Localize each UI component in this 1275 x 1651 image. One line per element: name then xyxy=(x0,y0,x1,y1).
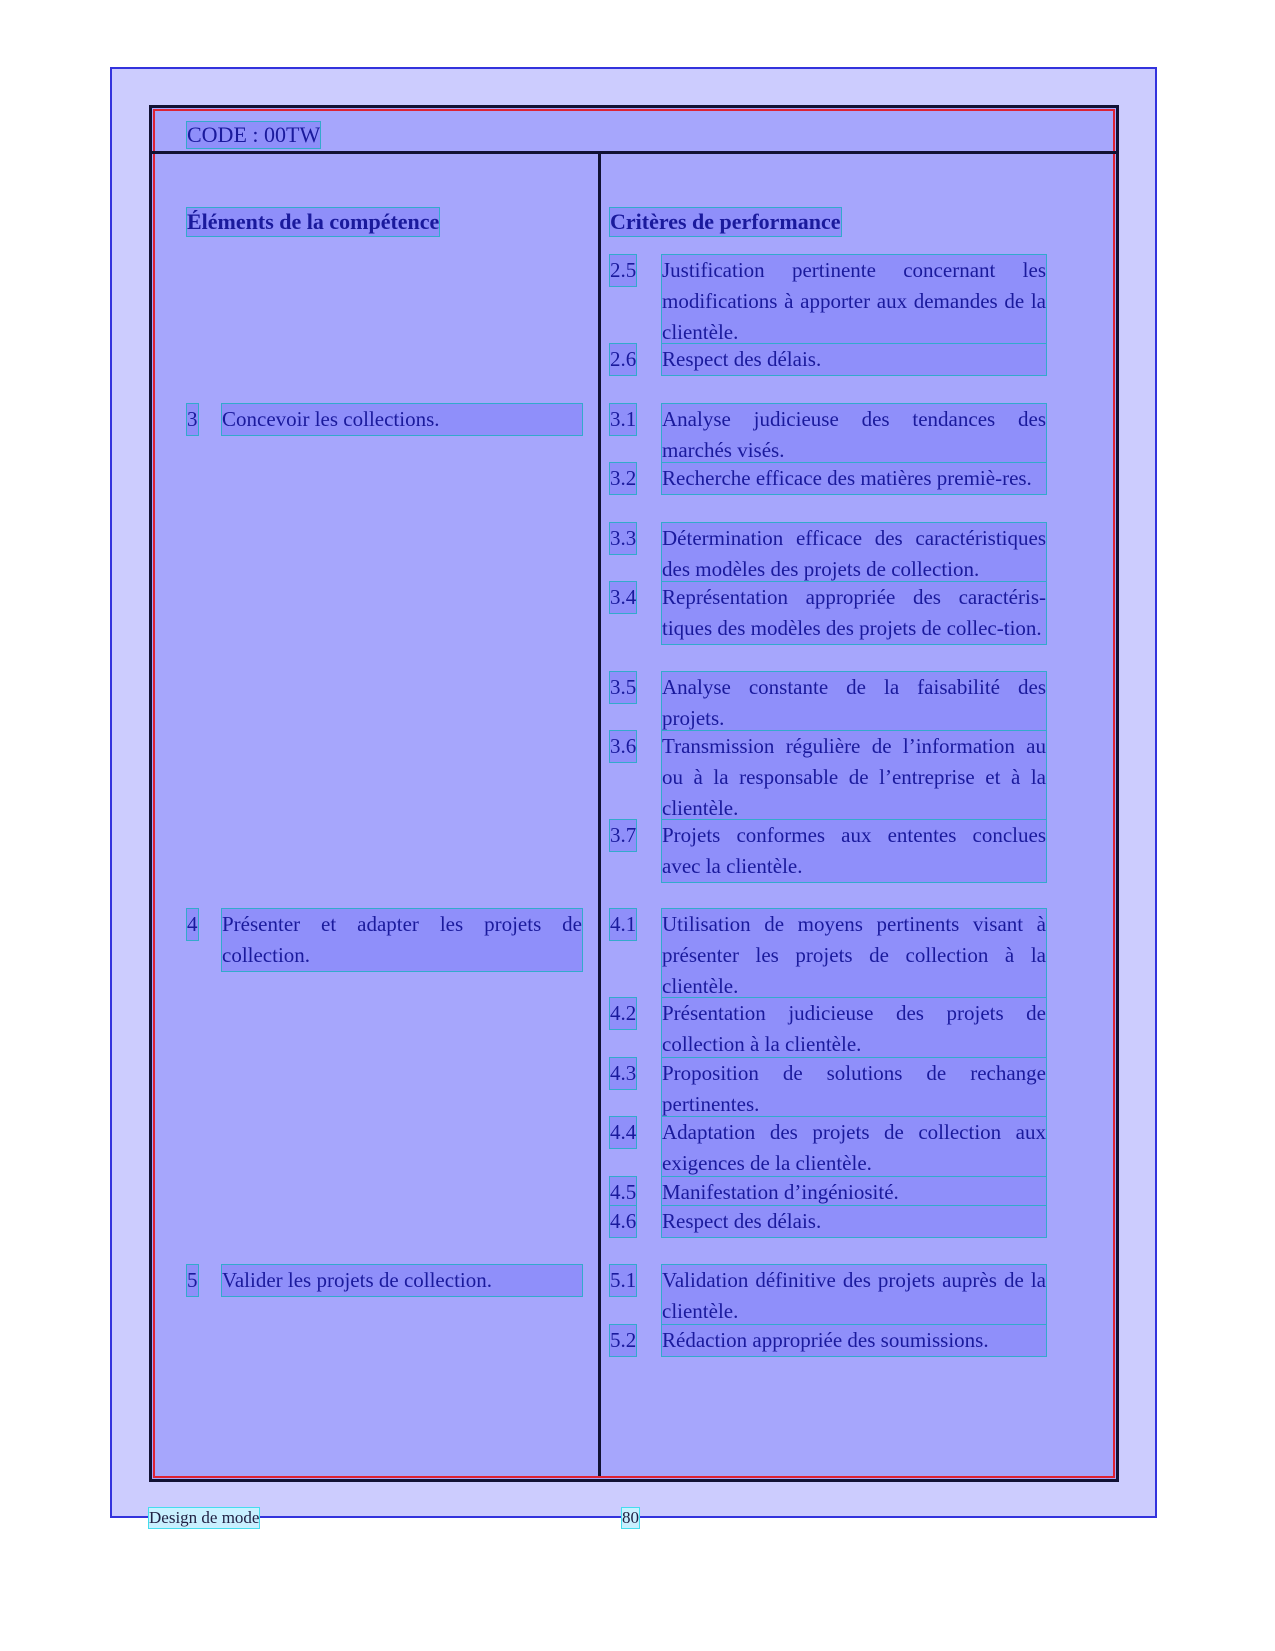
criterion-number: 5.2 xyxy=(610,1325,636,1356)
criterion-number: 3.1 xyxy=(610,404,636,435)
criterion-text: Détermination efficace des caractéristiques des modèles des projets de collection. xyxy=(662,523,1046,585)
criterion-text: Respect des délais. xyxy=(662,344,1046,375)
criterion-item xyxy=(610,1265,1046,1327)
criterion-item xyxy=(610,1177,1046,1208)
element-number: 5 xyxy=(187,1265,198,1296)
criterion-number: 3.4 xyxy=(610,582,636,613)
element-item xyxy=(187,909,582,971)
criterion-item xyxy=(610,1325,1046,1356)
element-number: 4 xyxy=(187,909,198,940)
criteria-column-title: Critères de performance xyxy=(610,209,841,234)
criterion-item xyxy=(610,1206,1046,1237)
criterion-number: 3.6 xyxy=(610,731,636,762)
criterion-item xyxy=(610,731,1046,824)
criterion-item xyxy=(610,463,1046,494)
criterion-item xyxy=(610,1058,1046,1120)
criterion-number: 3.2 xyxy=(610,463,636,494)
criterion-item xyxy=(610,523,1046,585)
criterion-item xyxy=(610,1117,1046,1179)
element-item xyxy=(187,404,582,435)
criterion-text: Adaptation des projets de collection aux exigences de la clientèle. xyxy=(662,1117,1046,1179)
elements-column-title: Éléments de la compétence xyxy=(187,209,440,234)
criterion-text: Validation définitive des projets auprès de la clientèle. xyxy=(662,1265,1046,1327)
criterion-text: Rédaction appropriée des soumissions. xyxy=(662,1325,1046,1356)
criterion-item xyxy=(610,998,1046,1060)
criterion-number: 2.6 xyxy=(610,344,636,375)
criterion-number: 4.6 xyxy=(610,1206,636,1237)
criterion-item xyxy=(610,404,1046,466)
criterion-item xyxy=(610,909,1046,1002)
criterion-text: Projets conformes aux ententes conclues avec la clientèle. xyxy=(662,820,1046,882)
criterion-number: 4.2 xyxy=(610,998,636,1029)
footer-page-number: 80 xyxy=(622,1508,639,1527)
criterion-item xyxy=(610,344,1046,375)
criterion-item xyxy=(610,672,1046,734)
criterion-text: Manifestation d’ingéniosité. xyxy=(662,1177,1046,1208)
criterion-item xyxy=(610,255,1046,348)
criterion-number: 4.3 xyxy=(610,1058,636,1089)
element-item xyxy=(187,1265,582,1296)
element-text: Présenter et adapter les projets de collection. xyxy=(222,909,582,971)
element-text: Valider les projets de collection. xyxy=(222,1265,582,1296)
criterion-number: 5.1 xyxy=(610,1265,636,1296)
element-number: 3 xyxy=(187,404,198,435)
criterion-text: Transmission régulière de l’information au ou à la responsable de l’entreprise et à la clientèle. xyxy=(662,731,1046,824)
criterion-number: 3.5 xyxy=(610,672,636,703)
criterion-number: 4.5 xyxy=(610,1177,636,1208)
code-row xyxy=(152,108,1116,154)
criterion-number: 4.4 xyxy=(610,1117,636,1148)
criterion-item xyxy=(610,820,1046,882)
competence-table xyxy=(149,105,1119,1482)
criterion-text: Utilisation de moyens pertinents visant à présenter les projets de collection à la clientèle. xyxy=(662,909,1046,1002)
competence-code: CODE : 00TW xyxy=(187,122,321,147)
criterion-text: Analyse constante de la faisabilité des projets. xyxy=(662,672,1046,734)
criterion-number: 3.3 xyxy=(610,523,636,554)
criterion-number: 3.7 xyxy=(610,820,636,851)
criterion-text: Proposition de solutions de rechange pertinentes. xyxy=(662,1058,1046,1120)
criterion-number: 4.1 xyxy=(610,909,636,940)
criterion-text: Respect des délais. xyxy=(662,1206,1046,1237)
criterion-number: 2.5 xyxy=(610,255,636,286)
criterion-text: Représentation appropriée des caractéris-tiques des modèles des projets de collec-tion. xyxy=(662,582,1046,644)
criterion-text: Présentation judicieuse des projets de collection à la clientèle. xyxy=(662,998,1046,1060)
footer-program-name: Design de mode xyxy=(149,1508,260,1527)
criterion-item xyxy=(610,582,1046,644)
criterion-text: Justification pertinente concernant les modifications à apporter aux demandes de la clientèle. xyxy=(662,255,1046,348)
element-text: Concevoir les collections. xyxy=(222,404,582,435)
column-divider xyxy=(598,154,601,1476)
criterion-text: Analyse judicieuse des tendances des marchés visés. xyxy=(662,404,1046,466)
criterion-text: Recherche efficace des matières premiè-res. xyxy=(662,463,1046,494)
